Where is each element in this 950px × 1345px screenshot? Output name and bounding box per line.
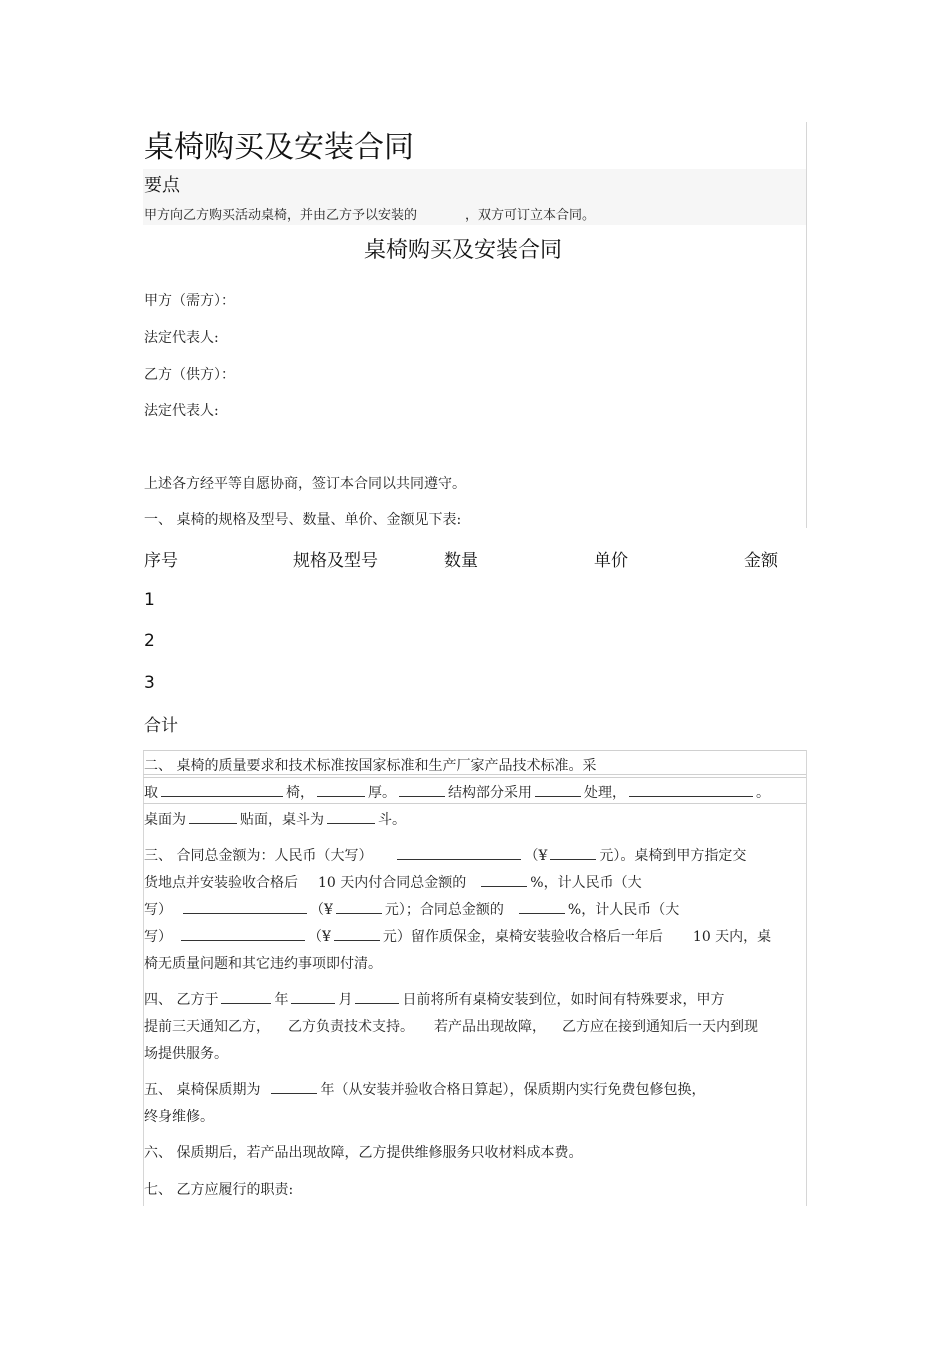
blank-field — [399, 782, 445, 797]
clause-3-text: 10 天内，桌 — [692, 929, 772, 945]
clause-4-line-2 — [144, 1016, 758, 1036]
blank-field — [397, 845, 521, 860]
summary-text — [144, 204, 595, 223]
summary-heading: 要点 — [144, 175, 180, 196]
blank-field — [327, 809, 375, 824]
clause-5-text: 五、 桌椅保质期为 — [144, 1082, 261, 1098]
frame-right-line-top — [806, 122, 807, 528]
clause-4-text: 若产品出现故障， — [434, 1019, 546, 1035]
clause-2-top-border — [143, 750, 806, 751]
clause-3-text: 货地点并安装验收合格后 — [144, 875, 298, 891]
clause-3-line-5: 椅无质量问题和其它违约事项即付清。 — [144, 956, 382, 972]
clause-2-divider-3 — [143, 803, 806, 804]
blank-field — [291, 989, 335, 1004]
table-header-index: 序号 — [144, 551, 178, 571]
clause-3-text: 10 天内付合同总金额的 — [318, 875, 467, 891]
clause-3-line-2 — [144, 872, 642, 892]
table-total-label: 合计 — [144, 716, 178, 736]
clause-3-text: 元）留作质保金，桌椅安装验收合格后一年后 — [382, 929, 663, 945]
clause-2-text: 贴面，桌斗为 — [240, 812, 324, 828]
clause-4-text: 乙方负责技术支持。 — [288, 1019, 414, 1035]
contract-title: 桌椅购买及安装合同 — [363, 238, 562, 263]
clause-2-line-2 — [144, 782, 770, 802]
clause-3-text: %，计人民币（大 — [567, 902, 680, 918]
clause-2-text: 取 — [144, 785, 158, 801]
preamble: 上述各方经平等自愿协商，签订本合同以共同遵守。 — [144, 476, 466, 492]
party-b-label: 乙方（供方）： — [144, 367, 235, 383]
clause-3-text: 元）；合同总金额的 — [384, 902, 504, 918]
clause-2-line-1: 二、 桌椅的质量要求和技术标准按国家标准和生产厂家产品技术标准。采 — [144, 758, 597, 774]
frame-right-line-bottom — [806, 750, 807, 1206]
clause-4-text: 月 — [338, 992, 353, 1008]
clause-2-text: 斗。 — [378, 812, 406, 828]
clause-3-line-4 — [144, 926, 771, 946]
party-a-label: 甲方（需方）： — [144, 293, 235, 309]
table-header-quantity: 数量 — [444, 551, 478, 571]
blank-field — [183, 899, 307, 914]
clause-3-line-1 — [144, 845, 746, 865]
clause-5-text: 年（从安装并验收合格日算起），保质期内实行免费包修包换， — [320, 1082, 706, 1098]
clause-3-text: 写） — [144, 929, 172, 945]
clause-6: 六、 保质期后，若产品出现故障，乙方提供维修服务只收材料成本费。 — [144, 1145, 583, 1161]
clause-3-text: （¥ — [310, 902, 333, 918]
clause-3-text: （¥ — [524, 848, 548, 864]
clause-4-line-1 — [144, 989, 724, 1009]
clause-2-text: 处理， — [584, 785, 626, 801]
blank-field — [535, 782, 581, 797]
blank-field — [629, 782, 753, 797]
blank-field — [334, 926, 380, 941]
blank-field — [317, 782, 365, 797]
clause-3-text: （¥ — [308, 929, 331, 945]
table-header-spec: 规格及型号 — [293, 551, 378, 571]
party-a-representative-label: 法定代表人: — [144, 330, 219, 346]
blank-field — [336, 899, 382, 914]
blank-field — [271, 1079, 317, 1094]
blank-field — [519, 899, 565, 914]
clause-2-text: 椅， — [286, 785, 314, 801]
clause-2-divider-2 — [143, 777, 806, 778]
blank-field — [221, 989, 271, 1004]
blank-field — [355, 989, 399, 1004]
blank-field — [189, 809, 237, 824]
document-title: 桌椅购买及安装合同 — [144, 130, 414, 165]
clause-3-text: 写） — [144, 902, 172, 918]
summary-text-a: 甲方向乙方购买活动桌椅，并由乙方予以安装的 — [144, 208, 418, 223]
clause-3-text: 元）。桌椅到甲方指定交 — [599, 848, 747, 864]
clause-4-text: 四、 乙方于 — [144, 992, 219, 1008]
blank-field — [161, 782, 283, 797]
clause-2-text: 厚。 — [368, 785, 396, 801]
clause-2-text: 。 — [756, 785, 770, 801]
blank-field — [550, 845, 596, 860]
clause-5-line-2: 终身维修。 — [144, 1109, 214, 1125]
clause-4-text: 提前三天通知乙方， — [144, 1019, 270, 1035]
clause-3-line-3 — [144, 899, 679, 919]
clause-4-line-3: 场提供服务。 — [144, 1046, 228, 1062]
party-b-representative-label: 法定代表人: — [144, 403, 219, 419]
clause-4-text: 年 — [274, 992, 289, 1008]
clause-2-text: 结构部分采用 — [448, 785, 532, 801]
table-row: 1 — [144, 590, 155, 610]
clause-7: 七、 乙方应履行的职责: — [144, 1182, 294, 1198]
clause-3-text: %，计人民币（大 — [530, 875, 642, 891]
table-header-unit-price: 单价 — [594, 551, 628, 571]
summary-text-b: ，双方可订立本合同。 — [465, 208, 596, 223]
table-row: 3 — [144, 673, 155, 693]
clause-4-text: 乙方应在接到通知后一天内到现 — [562, 1019, 758, 1035]
blank-field — [481, 872, 527, 887]
clause-2-line-3 — [144, 809, 406, 829]
clause-5-line-1 — [144, 1079, 705, 1099]
blank-field — [181, 926, 305, 941]
clause-2-text: 桌面为 — [144, 812, 186, 828]
table-header-amount: 金额 — [744, 551, 778, 571]
table-row: 2 — [144, 631, 155, 651]
clause-3-text: 三、 合同总金额为：人民币（大写） — [144, 848, 373, 864]
clause-1: 一、 桌椅的规格及型号、数量、单价、金额见下表: — [144, 512, 462, 528]
clause-4-text: 日前将所有桌椅安装到位，如时间有特殊要求，甲方 — [402, 992, 725, 1008]
